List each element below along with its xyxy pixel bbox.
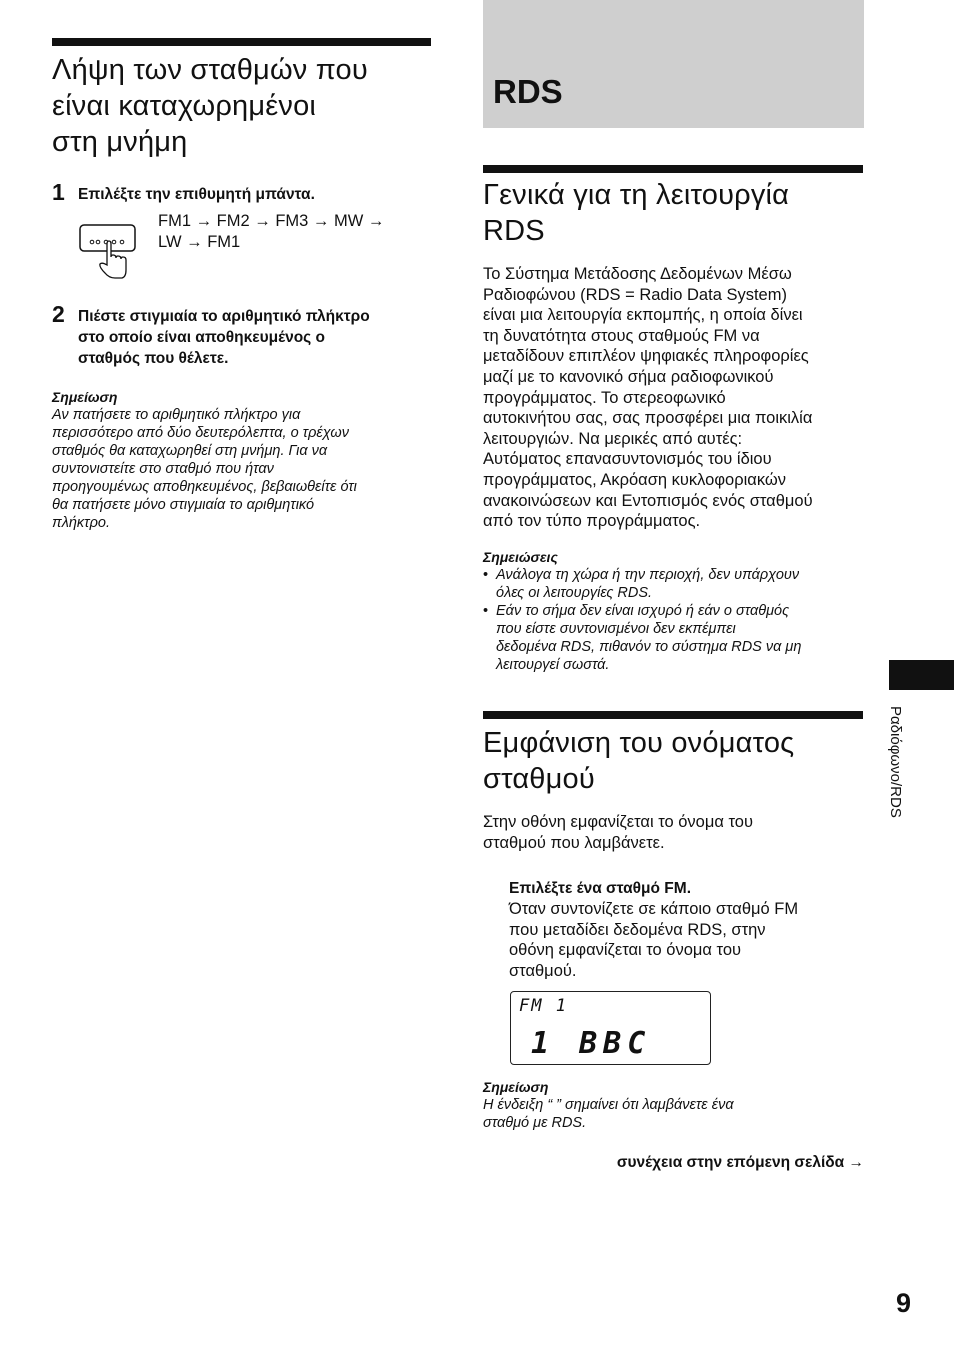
note-line: όλες οι λειτουργίες RDS. (496, 585, 653, 601)
note-line: Εάν το σήμα δεν είναι ισχυρό ή εάν ο σταθμός (496, 603, 790, 619)
step-2-line: σταθμός που θέλετε. (78, 350, 229, 367)
step-line: σταθμού. (509, 961, 577, 980)
step-2-line: στο οποίο είναι αποθηκευμένος ο (78, 329, 326, 346)
note-item (483, 566, 873, 602)
body-line: Στην οθόνη εμφανίζεται το όνομα του (483, 813, 753, 831)
continue-next-page: συνέχεια στην επόμενη σελίδα → (616, 1154, 864, 1171)
step-number-1: 1 (52, 179, 65, 205)
body-line: προγράμματος. Το στερεοφωνικό (483, 388, 726, 407)
note-line: Αν πατήσετε το αριθμητικό πλήκτρο για (52, 407, 301, 423)
note-line: πλήκτρο. (52, 515, 110, 531)
step-line: οθόνη εμφανίζεται το όνομα του (509, 941, 742, 960)
notes-title: Σημειώσεις (483, 549, 558, 565)
body-line: λειτουργιών. Να μερικές από αυτές: (483, 429, 743, 448)
body-line: προγράμματος, Ακρόαση κυκλοφοριακών (483, 470, 786, 489)
section-title-general-rds (483, 177, 873, 249)
note-line: περισσότερο από δύο δευτερόλεπτα, ο τρέχων (52, 425, 349, 441)
title-line: είναι καταχωρημένοι (52, 90, 317, 122)
body-line: μεταδίδουν επιπλέον ψηφιακές πληροφορίες (483, 347, 809, 366)
body-line: από τον τύπο προγράμματος. (483, 512, 701, 531)
section-title-station-name (483, 725, 873, 797)
station-name-intro (483, 812, 873, 853)
section-title-memory-recall (52, 52, 442, 160)
body-line: Αυτόματος επανασυντονισμός του ίδιου (483, 450, 772, 469)
lcd-display-illustration (510, 991, 711, 1065)
band-sequence-line: LW → FM1 (158, 232, 241, 251)
title-line: RDS (483, 215, 545, 247)
step-2-line: Πιέστε στιγμιαία το αριθμητικό πλήκτρο (78, 308, 370, 325)
step-title: Επιλέξτε ένα σταθμό FM. (509, 880, 691, 897)
general-rds-notes (483, 548, 873, 674)
mode-button-press-illustration (78, 222, 140, 282)
title-line: Εμφάνιση του ονόματος (483, 727, 795, 759)
section-rule-memory (52, 38, 431, 46)
title-line: Λήψη των σταθμών που (52, 54, 368, 86)
general-rds-body (483, 264, 878, 532)
station-name-note (483, 1078, 873, 1132)
body-line: Το Σύστημα Μετάδοσης Δεδομένων Μέσω (483, 265, 792, 283)
body-line: τη δυνατότητα στους σταθμούς FM να (483, 326, 760, 345)
band-sequence (158, 211, 438, 252)
note-line: συντονιστείτε στο σταθμό που ήταν (52, 461, 274, 477)
body-line: είναι μια λειτουργία εκπομπής, η οποία δίνει (483, 306, 803, 325)
step-number-2: 2 (52, 301, 65, 327)
note-line: λειτουργεί σωστά. (496, 657, 610, 673)
body-line: ανακοινώσεων και Εντοπισμός ενός σταθμού (483, 491, 813, 510)
page-number: 9 (896, 1288, 912, 1318)
note-line: που είστε συντονισμένοι δεν εκπέμπει (496, 621, 736, 637)
chapter-title: RDS (493, 73, 563, 110)
step-2-text (78, 306, 438, 369)
lcd-band-indicator: FM 1 (519, 996, 568, 1016)
note-line: δεδομένα RDS, πιθανόν το σύστημα RDS να μη (496, 639, 802, 655)
body-line: Ραδιοφώνου (RDS = Radio Data System) (483, 285, 787, 304)
rds-chapter-banner (483, 0, 864, 128)
band-sequence-line: FM1 → FM2 → FM3 → MW → (158, 212, 385, 230)
body-line: αυτοκινήτου σας, σας προσφέρει μια ποικιλία (483, 409, 813, 428)
title-line: σταθμού (483, 763, 595, 795)
note-line: προηγουμένως αποθηκευμένος, βεβαιωθείτε ότι (52, 479, 357, 495)
note-title: Σημείωση (483, 1079, 549, 1095)
lcd-station-name: 1 BBC (531, 1026, 652, 1061)
chapter-side-label: Ραδιόφωνο/RDS (887, 706, 904, 818)
title-line: Γενικά για τη λειτουργία (483, 179, 790, 211)
station-name-step (509, 879, 879, 981)
note-title: Σημείωση (52, 389, 118, 405)
chapter-thumb-tab (889, 660, 954, 690)
note-item (483, 602, 873, 674)
title-line: στη μνήμη (52, 126, 188, 158)
note-line: Η ένδειξη “ ” σημαίνει ότι λαμβάνετε ένα (483, 1097, 734, 1113)
bullet: • (483, 567, 489, 583)
body-line: μαζί με το κανονικό σήμα ραδιοφωνικού (483, 367, 774, 386)
memory-note (52, 388, 437, 532)
step-line: Όταν συντονίζετε σε κάποιο σταθμό FM (509, 900, 799, 918)
bullet: • (483, 603, 489, 619)
note-line: θα πατήσετε μόνο στιγμιαία το αριθμητικό (52, 497, 315, 513)
section-rule-station-name (483, 711, 863, 719)
note-line: σταθμός θα καταχωρηθεί στη μνήμη. Για να (52, 443, 328, 459)
note-line: Ανάλογα τη χώρα ή την περιοχή, δεν υπάρχουν (496, 567, 800, 583)
section-rule-general (483, 165, 863, 173)
note-line: σταθμό με RDS. (483, 1115, 587, 1131)
step-1-text: Επιλέξτε την επιθυμητή μπάντα. (78, 186, 315, 203)
step-line: που μεταδίδει δεδομένα RDS, στην (509, 920, 766, 939)
body-line: σταθμού που λαμβάνετε. (483, 833, 665, 852)
